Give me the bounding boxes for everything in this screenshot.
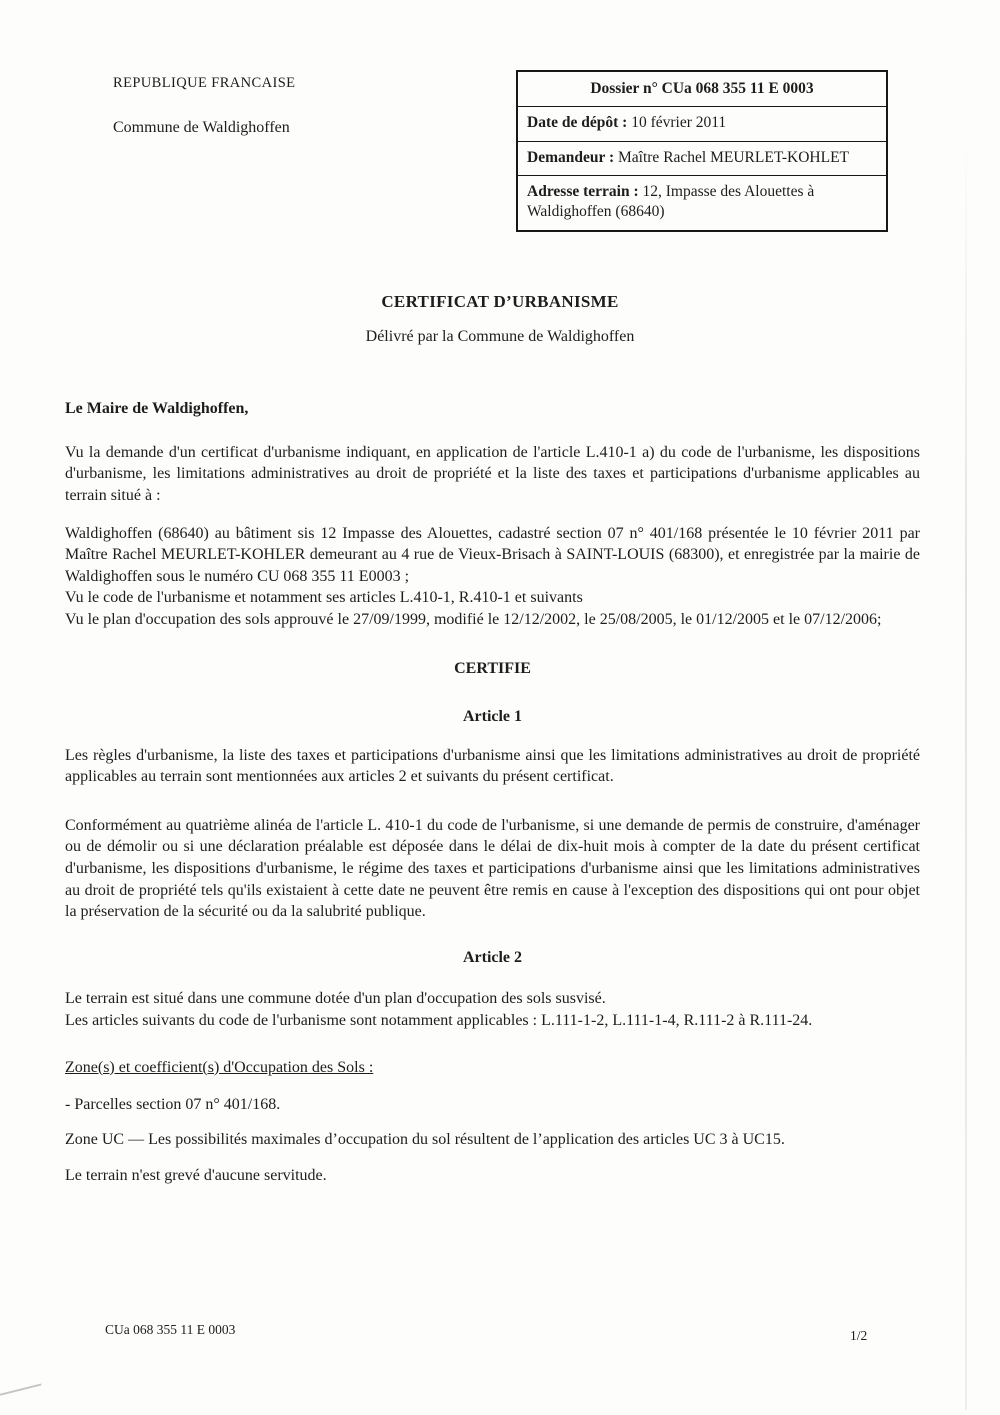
zone-uc-line: Zone UC — Les possibilités maximales d’occupation du sol résultent de l’application des articles UC 3 à UC15. [65,1130,785,1148]
salutation: Le Maire de Waldighoffen, [65,400,249,418]
dossier-info-box [516,70,888,232]
date-depot-value: 10 février 2011 [631,113,727,131]
demandeur-row [518,141,886,176]
scan-corner-artifact [0,1383,42,1396]
issuer-block [113,70,295,137]
date-depot-row [518,106,886,141]
adresse-terrain-value: 12, Impasse des Alouettes à Waldighoffen (68640) [527,183,815,221]
footer-page-number: 1/2 [850,1328,868,1343]
article2-heading: Article 2 [462,948,523,966]
article1-paragraph-1: Les règles d'urbanisme, la liste des taxes et participations d'urbanisme ainsi que les limitations administratives au droit de propriété applicables au terrain sont mentionnées aux articles 2 et suivants du présent certificat. [65,746,920,786]
article1-paragraph-2: Conformément au quatrième alinéa de l'article L. 410-1 du code de l'urbanisme, si une demande de permis de construire, d'aménager ou de démolir ou si une déclaration préalable est déposée dans le délai de dix-huit mois à compter de la date du présent certificat d'urbanisme, les dispositions d'urbanisme, le régime des taxes et participations d'urbanisme ainsi que les limitations administratives au droit de propriété tels qu'ils existaient à cette date ne peuvent être remis en cause à l'exception des dispositions qui ont pour objet la préservation de la sécurité ou da la salubrité publique. [65,816,920,921]
considerant-code-urbanisme: Vu le code de l'urbanisme et notamment ses articles L.410-1, R.410-1 et suivants [65,589,583,607]
adresse-terrain-label: Adresse terrain : [527,183,639,201]
republic-label: REPUBLIQUE FRANCAISE [113,75,296,91]
article1-heading: Article 1 [462,708,523,726]
scan-edge-artifact [965,130,967,1410]
article2-paragraph-1: Le terrain est situé dans une commune dotée d'un plan d'occupation des sols susvisé. [65,990,606,1008]
zones-heading: Zone(s) et coefficient(s) d'Occupation des Sols : [65,1058,374,1076]
demandeur-value: Maître Rachel MEURLET-KOHLET [618,148,850,166]
document-body [0,398,1000,1187]
commune-label: Commune de Waldighoffen [113,119,290,136]
considerant-terrain: Waldighoffen (68640) au bâtiment sis 12 Impasse des Alouettes, cadastré section 07 n° 401/168 présentée le 10 février 2011 par Maître Rachel MEURLET-KOHLER demeurant au 4 rue de Vieux-Brisach à SAINT-LOUIS (68300), et enregistrée par la mairie de Waldighoffen sous le numéro CU 068 355 11 E0003 ; [65,524,920,585]
date-depot-label: Date de dépôt : [527,113,628,131]
considerant-plan-occupation: Vu le plan d'occupation des sols approuvé le 27/09/1999, modifié le 12/12/2002, le 25/08/2005, le 01/12/2005 et le 07/12/2006; [65,610,882,628]
parcelles-line: - Parcelles section 07 n° 401/168. [65,1096,281,1114]
document-subtitle: Délivré par la Commune de Waldighoffen [365,328,635,346]
dossier-number: Dossier n° CUa 068 355 11 E 0003 [590,80,814,97]
document-title: CERTIFICAT D’URBANISME [381,292,619,312]
considerant-demande: Vu la demande d'un certificat d'urbanisme indiquant, en application de l'article L.410-1 a) du code de l'urbanisme, les dispositions d'urbanisme, les limitations administratives au droit de propriété et la liste des taxes et participations d'urbanisme applicables au terrain situé à : [65,443,920,504]
adresse-terrain-row [518,175,886,230]
footer-reference: CUa 068 355 11 E 0003 [105,1322,236,1337]
servitude-line: Le terrain n'est grevé d'aucune servitude. [65,1167,327,1185]
demandeur-label: Demandeur : [527,148,615,166]
document-header [0,0,1000,232]
certifie-heading: CERTIFIE [454,660,531,678]
article2-paragraph-2: Les articles suivants du code de l'urbanisme sont notamment applicables : L.111-1-2, L.111-1-4, R.111-2 à R.111-24. [65,1012,813,1030]
